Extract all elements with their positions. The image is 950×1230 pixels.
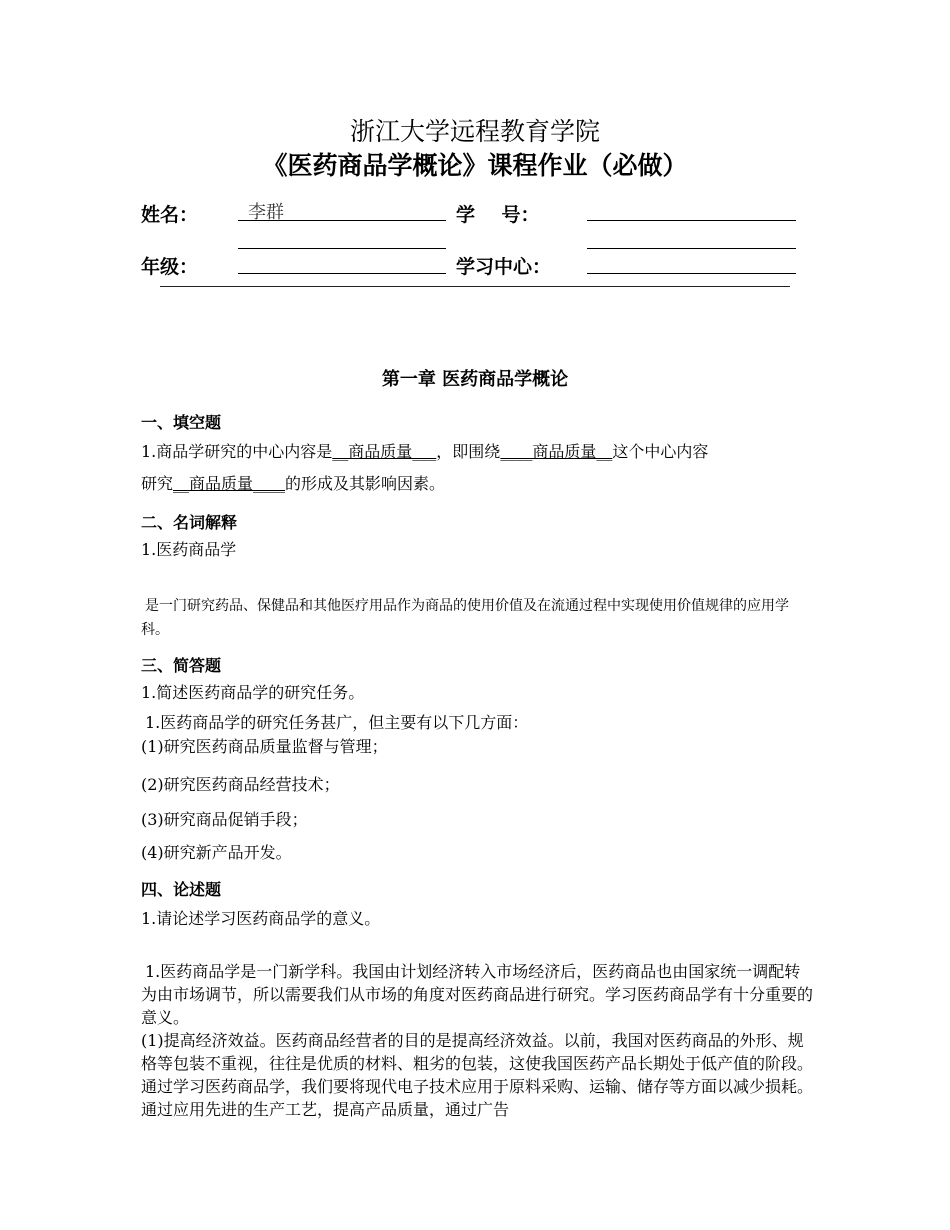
fill-in-question-1 xyxy=(141,436,816,500)
q1-answer-2: ____商品质量__ xyxy=(500,442,613,461)
blank-line-left xyxy=(238,226,446,249)
study-center-field[interactable] xyxy=(587,251,796,274)
chapter-title: 第一章 医药商品学概论 xyxy=(381,369,569,390)
q1-text-h: 的形成及其影响因素。 xyxy=(285,474,446,493)
name-label: 姓名： xyxy=(141,204,199,226)
grade-value xyxy=(238,251,248,272)
essay-answer-paragraph-2: (1)提高经济效益。医药商品经营者的目的是提高经济效益。以前，我国对医药商品的外形、规格等包装不重视，往往是优质的材料、粗劣的包装，这使我国医药产品长期处于低产值的阶段。通过学习医药商品学，我们要将现代电子技术应用于原料采购、运输、储存等方面以减少损耗。通过应用先进的生产工艺，提高产品质量，通过广告 xyxy=(141,1031,814,1119)
section-short-answer-title: 三、简答题 xyxy=(141,656,222,675)
section-essay-title: 四、论述题 xyxy=(141,880,222,899)
short-answer-item-1: (1)研究医药商品质量监督与管理； xyxy=(141,737,388,756)
name-field[interactable] xyxy=(238,198,446,221)
section-fill-in-title: 一、填空题 xyxy=(141,413,222,432)
q1-answer-3: __商品质量____ xyxy=(173,474,286,493)
q1-text-a: 1.商品学研究的中心内容是 xyxy=(141,442,333,461)
q1-text-f: 研究 xyxy=(141,474,174,493)
institution-title: 浙江大学远程教育学院 xyxy=(349,117,600,146)
q1-text-e: 这个中心内容 xyxy=(612,442,709,461)
q1-answer-1: __商品质量___ xyxy=(332,442,437,461)
short-answer-intro: 1.医药商品学的研究任务甚广，但主要有以下几方面： xyxy=(145,713,529,732)
student-id-value xyxy=(587,198,597,219)
student-id-label: 学 号： xyxy=(456,204,540,226)
short-answer-question-1: 1.简述医药商品学的研究任务。 xyxy=(141,683,365,702)
blank-line-right xyxy=(587,226,796,249)
short-answer-item-3: (3)研究商品促销手段； xyxy=(141,810,308,829)
study-center-value xyxy=(587,251,597,272)
definition-answer-1: 是一门研究药品、保健品和其他医疗用品作为商品的使用价值及在流通过程中实现使用价值规律的应用学科。 xyxy=(141,598,789,638)
section-definition-title: 二、名词解释 xyxy=(141,513,238,532)
q1-text-c: ，即围绕 xyxy=(436,442,501,461)
course-title: 《医药商品学概论》课程作业（必做） xyxy=(262,151,688,180)
student-id-field[interactable] xyxy=(587,198,796,221)
short-answer-item-2: (2)研究医药商品经营技术； xyxy=(141,775,340,794)
definition-question-1: 1.医药商品学 xyxy=(141,540,237,559)
grade-label: 年级： xyxy=(141,256,199,278)
name-value: 李群 xyxy=(248,202,284,223)
study-center-label: 学习中心： xyxy=(456,256,552,278)
essay-answer-paragraph-1: 1.医药商品学是一门新学科。我国由计划经济转入市场经济后，医药商品也由国家统一调配转为由市场调节，所以需要我们从市场的角度对医药商品进行研究。学习医药商品学有十分重要的意义。 xyxy=(141,962,814,1027)
grade-field[interactable] xyxy=(238,251,446,274)
essay-question-1: 1.请论述学习医药商品学的意义。 xyxy=(141,909,381,928)
short-answer-item-4: (4)研究新产品开发。 xyxy=(141,843,292,862)
separator-line xyxy=(160,286,790,287)
